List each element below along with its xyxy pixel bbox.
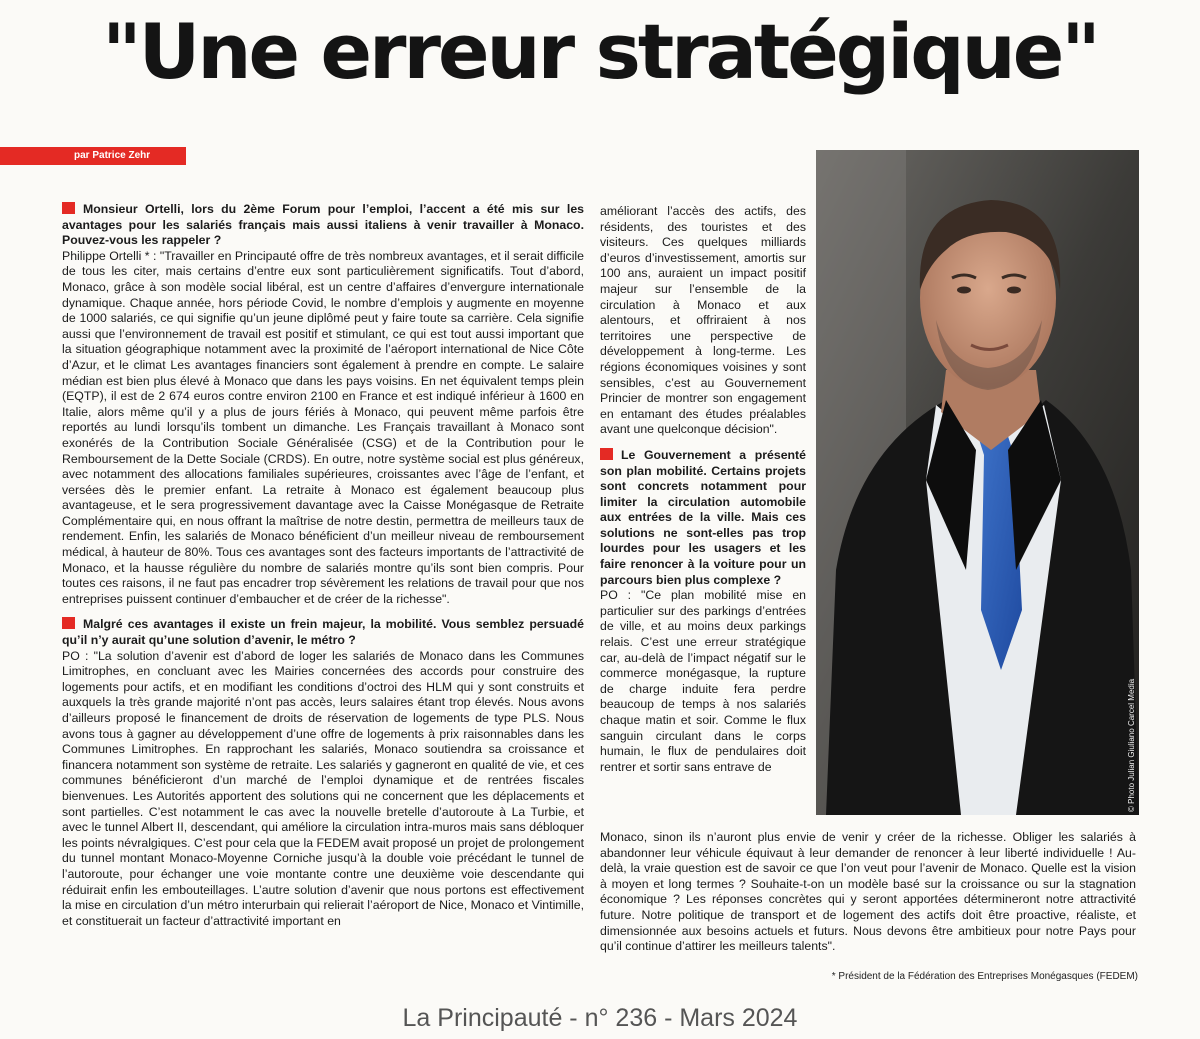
- question-marker-icon: [62, 617, 75, 629]
- answer-3: PO : "Ce plan mobilité mise en particulier sur des parkings d’entrées de ville, et au moins deux parkings relais. C’est une erreur stratégique car, au-delà de l’impact négatif sur le commerce monégasque, la rupture de charge induite fera perdre beaucoup de temps à nos salariés chaque matin et soir. Comme le flux sanguin circulant dans le corps humain, le flux de pendulaires doit rentrer et sortir sans entrave de: [600, 588, 806, 774]
- question-1: [62, 202, 584, 249]
- photo-credit: © Photo Julian Giuliano Carcel Media: [1127, 678, 1136, 812]
- headline: "Une erreur stratégique": [102, 7, 1098, 96]
- question-marker-icon: [62, 202, 75, 214]
- answer-3-continued: Monaco, sinon ils n’auront plus envie de venir y créer de la richesse. Obliger les salariés à abandonner leur véhicule équivaut à leur demander de renoncer à leur liberté individuelle ! Au-delà, la vraie question est de savoir ce que l’on veut pour l’avenir de Monaco. Quelle est la vision à moyen et long termes ? Souhaite-t-on un modèle basé sur la croissance ou sur la stagnation économique ? Les réponses concrètes qui y seront apportées détermineront notre attractivité future. Notre politique de transport et de logement des actifs doit être proactive, réaliste, et dimensionnée aux besoins actuels et futurs. Nous devons être ambitieux pour notre Pays pour qu’il continue d’attirer les meilleurs talents".: [600, 830, 1136, 954]
- column-left: [62, 202, 584, 929]
- byline: par Patrice Zehr: [74, 150, 151, 161]
- question-2: [62, 617, 584, 648]
- portrait-photo: [816, 150, 1139, 815]
- footnote: * Président de la Fédération des Entreprises Monégasques (FEDEM): [831, 971, 1138, 982]
- question-3: [600, 448, 806, 588]
- question-marker-icon: [600, 448, 613, 460]
- answer-2: PO : "La solution d’avenir est d’abord de loger les salariés de Monaco dans les Communes Limitrophes, en concluant avec les Mairies concernées des accords pour construire des logements pour actifs, et en modifiant les conditions d’octroi des HLM qui y sont construits et auxquels la très grande majorité n’ont pas accès, leurs salaires étant trop élevés. Nous avons d’ailleurs proposé le financement de droits de réservation de logements de type PLS. Nous avons tous à gagner au développement d’une offre de logements à prix raisonnables dans les Communes Limitrophes. En rapprochant les salariés, Monaco soutiendra sa croissance et financera notamment son système de retraite. Les salariés y gagneront en qualité de vie, et ces communes bénéficieront d’un marché de l’emploi dynamique et de rentrées fiscales bienvenues. Les Autorités apportent des solutions qui ne concernent que les déplacements et sont partielles. C’est notamment le cas avec la nouvelle bretelle d’autoroute à La Turbie, et avec le tunnel Albert II, descendant, qui améliore la circulation intra-muros mais sans débloquer les points névralgiques. C’est pour cela que la FEDEM avait proposé un projet de prolongement du tunnel montant Monaco-Moyenne Corniche jusqu’à la double voie précédant le tunnel de l’autoroute, pour échanger une voie montante contre une deuxième voie descendante qui réduirait enfin les embouteillages. L’autre solution d’avenir que nous portons est effectivement la mise en circulation d’un métro interurbain qui relierait l’aéroport de Nice, Monaco et Vintimille, et constituerait un facteur d’attractivité important en: [62, 648, 584, 928]
- answer-1: Philippe Ortelli * : "Travailler en Principauté offre de très nombreux avantages, et il serait difficile de tous les citer, mais certains d’entre eux sont particulièrement significatifs. Tout d’abord, Monaco, grâce à son modèle social libéral, est un centre d’affaires d’envergure internationale dynamique. Chaque année, hors période Covid, le nombre d’emplois y augmente en moyenne de 1000 salariés, ce qui signifie qu’un jeune diplômé peut y faire toute sa carrière. Cela signifie aussi que l’environnement de travail est positif et stimulant, ce qui est tout aussi important que la situation géographique notamment avec la proximité de l’aéroport international de Nice Côte d’Azur, et le climat Les avantages financiers sont également à prendre en compte. Le salaire médian est bien plus élevé à Monaco que dans les pays voisins. En net équivalent temps plein (EQTP), il est de 2 674 euros contre environ 2100 en France et est indiqué inférieur à 1600 en Italie, alors même qu’il y a plus de jours fériés à Monaco, qui peuvent même parfois être reportés au lundi lorsqu’ils tombent un dimanche. Les Français travaillant à Monaco sont exonérés de la Contribution Sociale Généralisée (CSG) et de la Contribution pour le Remboursement de la Dette Sociale (CRDS). En outre, notre système social est plus généreux, avec notamment des allocations familiales supérieures, croissantes avec l’âge de l’enfant, et versées dès le premier enfant. La retraite à Monaco est également beaucoup plus avantageuse, et le sera progressivement davantage avec la Caisse Monégasque de Retraite Complémentaire qui, en nous offrant la maîtrise de notre destin, permettra de meilleurs taux de rendement. Enfin, les salariés de Monaco bénéficient d’un meilleur niveau de remboursement médical, à hauteur de 80%. Tous ces avantages sont des facteurs importants de l’attractivité de Monaco, et la hausse régulière du nombre de salariés montre qu’ils sont bien compris. Pour toutes ces raisons, il ne faut pas encadrer trop sévèrement les relations de travail pour que nos entreprises puissent continuer d’embaucher et de créer de la richesse".: [62, 248, 584, 606]
- answer-2-continued: améliorant l’accès des actifs, des résidents, des touristes et des visiteurs. Ces quelques milliards d’euros d’investissement, amortis sur 100 ans, auraient un impact positif majeur sur l’ensemble de la circulation à Monaco et aux alentours, et offriraient à nos territoires une perspective de développement à long-terme. Les régions économiques voisines y sont sensibles, c’est au Gouvernement Princier de montrer son engagement en entamant des études préalables avant une quelconque décision".: [600, 204, 806, 437]
- question-2-text: Malgré ces avantages il existe un frein majeur, la mobilité. Vous semblez persuadé qu’il n’y aurait qu’une solution d’avenir, le métro ?: [62, 617, 584, 648]
- issue-footer: La Principauté - n° 236 - Mars 2024: [402, 1004, 798, 1032]
- column-middle: [600, 204, 806, 775]
- column-bottom-right: [600, 830, 1136, 955]
- question-1-text: Monsieur Ortelli, lors du 2ème Forum pour l’emploi, l’accent a été mis sur les avantages pour les salariés français mais aussi italiens à venir travailler à Monaco. Pouvez-vous les rappeler ?: [62, 202, 584, 248]
- question-3-text: Le Gouvernement a présenté son plan mobilité. Certains projets sont concrets notamment pour limiter la circulation automobile aux entrées de la ville. Mais ces solutions ne sont-elles pas trop lourdes pour les usagers et les faire renoncer à la voiture pour un parcours bien plus complexe ?: [600, 447, 806, 587]
